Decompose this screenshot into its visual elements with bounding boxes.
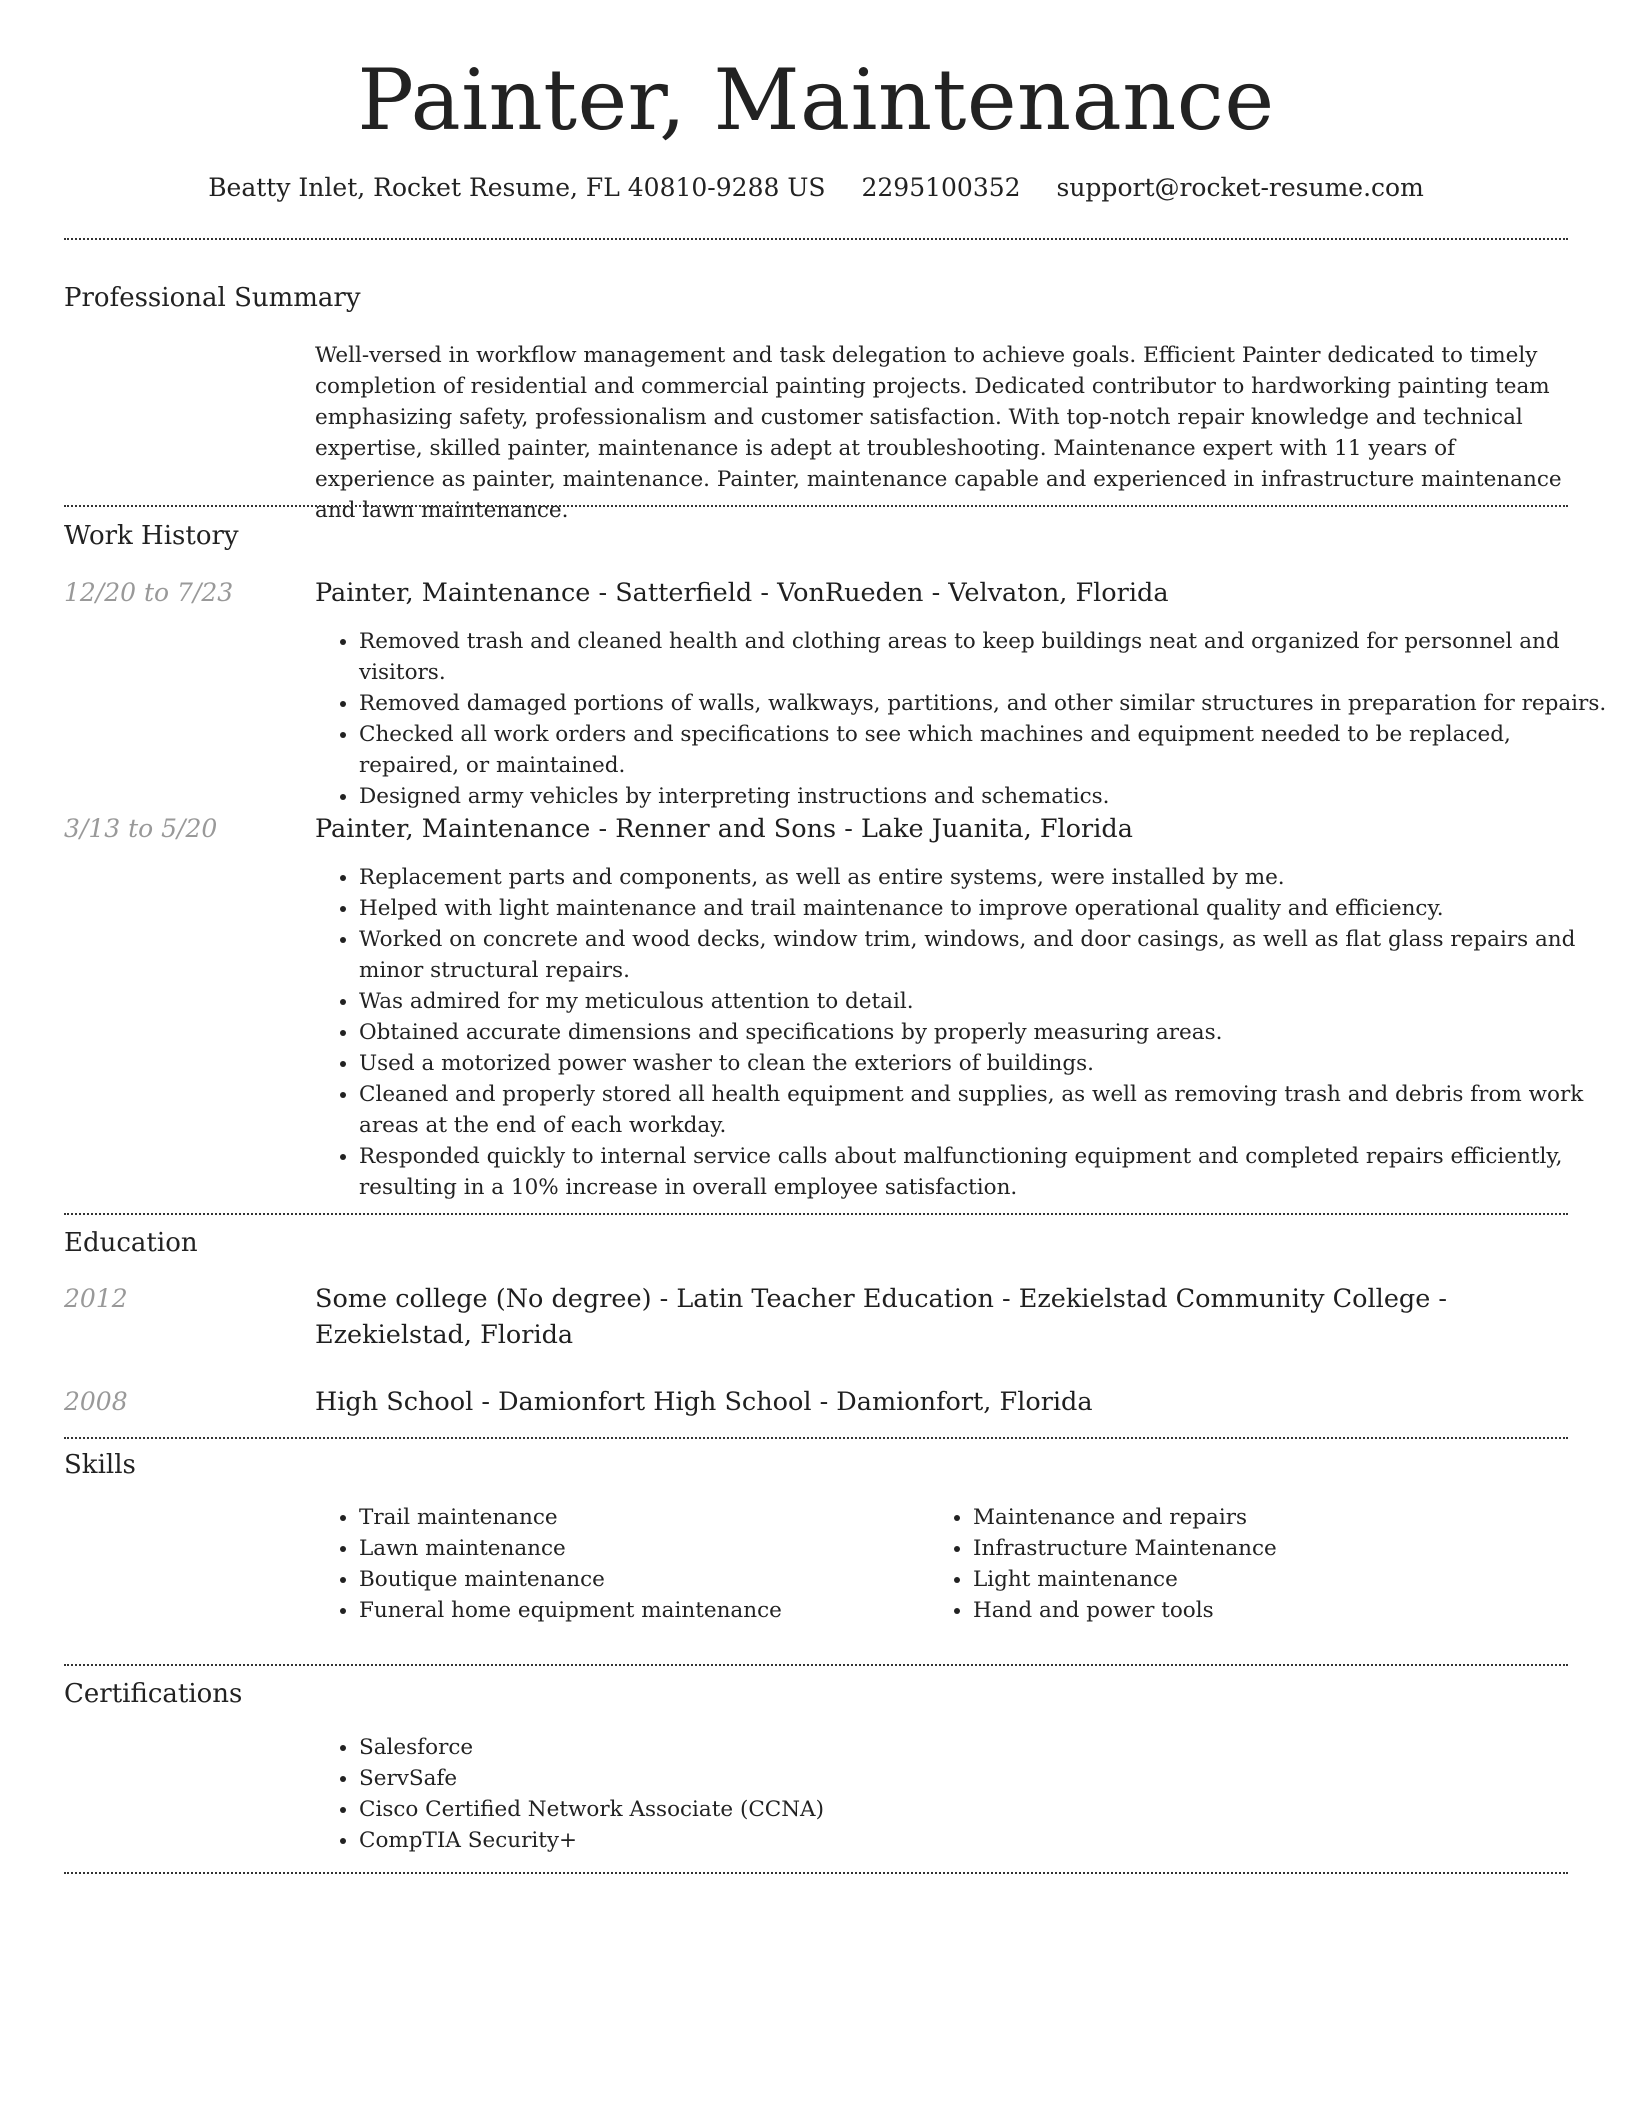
list-item: • Was admired for my meticulous attention to detail. bbox=[359, 986, 1609, 1017]
job-dates: 3/13 to 5/20 bbox=[64, 814, 218, 843]
education-degree: Some college (No degree) - Latin Teacher Education bbox=[315, 1284, 994, 1314]
job-position: Painter, Maintenance bbox=[315, 814, 591, 844]
list-item: • Responded quickly to internal service calls about malfunctioning equipment and completed repairs efficiently, resulting in a 10% increase in overall employee satisfaction. bbox=[359, 1141, 1609, 1203]
certifications-list bbox=[315, 1732, 1259, 1856]
work-history-heading: Work History bbox=[64, 521, 239, 551]
job-dates: 12/20 to 7/23 bbox=[64, 578, 234, 607]
list-item: • Replacement parts and components, as well as entire systems, were installed by me. bbox=[359, 862, 1609, 893]
list-item: • Removed damaged portions of walls, walkways, partitions, and other similar structures in preparation for repairs. bbox=[359, 688, 1609, 719]
certification-item: • Salesforce bbox=[359, 1732, 1259, 1763]
candidate-name: Painter, Maintenance bbox=[357, 51, 1275, 149]
skill-item: • Infrastructure Maintenance bbox=[973, 1533, 1573, 1564]
certifications-heading: Certifications bbox=[64, 1679, 243, 1709]
list-item: • Used a motorized power washer to clean the exteriors of buildings. bbox=[359, 1048, 1609, 1079]
skill-item: • Boutique maintenance bbox=[359, 1564, 919, 1595]
list-item: • Worked on concrete and wood decks, window trim, windows, and door casings, as well as flat glass repairs and minor structural repairs. bbox=[359, 924, 1609, 986]
job-heading bbox=[315, 575, 1565, 611]
skill-item: • Light maintenance bbox=[973, 1564, 1573, 1595]
education-details: - Ezekielstad Community College - Ezekielstad, Florida bbox=[315, 1284, 1448, 1350]
education-degree: High School bbox=[315, 1387, 474, 1417]
contact-email: support@rocket-resume.com bbox=[1056, 173, 1424, 202]
certification-item: • ServSafe bbox=[359, 1763, 1259, 1794]
section-divider bbox=[64, 1872, 1568, 1874]
list-item: • Cleaned and properly stored all health equipment and supplies, as well as removing trash and debris from work areas at the end of each workday. bbox=[359, 1079, 1609, 1141]
contact-address: Beatty Inlet, Rocket Resume, FL 40810-9288 US bbox=[208, 173, 826, 202]
section-divider bbox=[64, 238, 1568, 240]
list-item: • Designed army vehicles by interpreting instructions and schematics. bbox=[359, 781, 1609, 812]
skills-heading: Skills bbox=[64, 1450, 136, 1480]
section-divider bbox=[64, 1437, 1568, 1439]
list-item: • Obtained accurate dimensions and specifications by properly measuring areas. bbox=[359, 1017, 1609, 1048]
job-bullets bbox=[315, 862, 1609, 1203]
job-details: - Renner and Sons - Lake Juanita, Florida bbox=[590, 814, 1133, 844]
certification-item: • Cisco Certified Network Associate (CCNA) bbox=[359, 1794, 1259, 1825]
skill-item: • Trail maintenance bbox=[359, 1502, 919, 1533]
contact-line bbox=[0, 170, 1632, 206]
list-item: • Helped with light maintenance and trail maintenance to improve operational quality and efficiency. bbox=[359, 893, 1609, 924]
section-divider bbox=[64, 1664, 1568, 1666]
section-divider bbox=[64, 1213, 1568, 1215]
job-heading bbox=[315, 811, 1565, 847]
education-year: 2012 bbox=[64, 1284, 128, 1313]
section-divider bbox=[64, 505, 1568, 507]
job-position: Painter, Maintenance bbox=[315, 578, 591, 608]
certification-item: • CompTIA Security+ bbox=[359, 1825, 1259, 1856]
education-entry bbox=[315, 1384, 1565, 1420]
summary-heading: Professional Summary bbox=[64, 283, 361, 313]
skills-list-right bbox=[929, 1502, 1573, 1626]
education-entry bbox=[315, 1281, 1565, 1353]
skill-item: • Funeral home equipment maintenance bbox=[359, 1595, 919, 1626]
education-year: 2008 bbox=[64, 1387, 128, 1416]
job-details: - Satterfield - VonRueden - Velvaton, Florida bbox=[590, 578, 1169, 608]
skill-item: • Lawn maintenance bbox=[359, 1533, 919, 1564]
list-item: • Removed trash and cleaned health and clothing areas to keep buildings neat and organized for personnel and visitors. bbox=[359, 626, 1609, 688]
education-heading: Education bbox=[64, 1228, 198, 1258]
education-details: - Damionfort High School - Damionfort, Florida bbox=[473, 1387, 1093, 1417]
contact-phone: 2295100352 bbox=[861, 173, 1021, 202]
job-bullets bbox=[315, 626, 1609, 812]
skill-item: • Hand and power tools bbox=[973, 1595, 1573, 1626]
skills-list-left bbox=[315, 1502, 919, 1626]
list-item: • Checked all work orders and specifications to see which machines and equipment needed to be replaced, repaired, or maintained. bbox=[359, 719, 1609, 781]
skill-item: • Maintenance and repairs bbox=[973, 1502, 1573, 1533]
summary-text: Well-versed in workflow management and task delegation to achieve goals. Efficient Painter dedicated to timely completion of residential and commercial painting projects. Dedicated contributor to hardworking painting team emphasizing safety, professionalism and customer satisfaction. With top-notch repair knowledge and technical expertise, skilled painter, maintenance is adept at troubleshooting. Maintenance expert with 11 years of experience as painter, maintenance. Painter, maintenance capable and experienced in infrastructure maintenance and lawn maintenance. bbox=[315, 343, 1562, 523]
